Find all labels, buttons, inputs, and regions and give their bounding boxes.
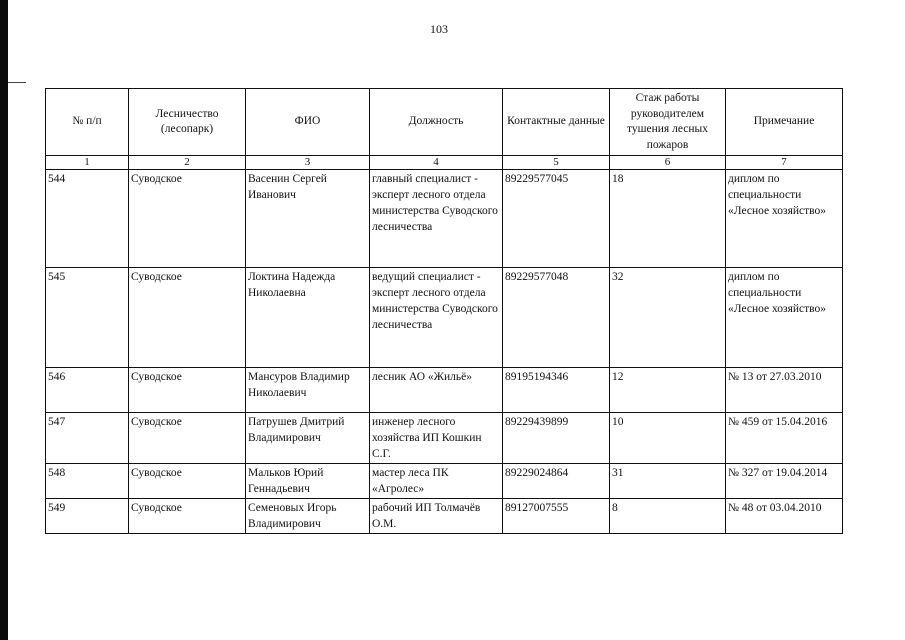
column-number-row <box>46 156 843 170</box>
column-number: 4 <box>370 156 503 170</box>
column-number: 2 <box>129 156 246 170</box>
staff-table <box>45 88 843 534</box>
position-cell: ведущий специалист - эксперт лесного отдела министерства Суводского лесничества <box>370 268 503 368</box>
name-cell: Локтина Надежда Николаевна <box>246 268 370 368</box>
table-row <box>46 464 843 499</box>
position-cell: рабочий ИП Толмачёв О.М. <box>370 499 503 534</box>
note-cell: № 459 от 15.04.2016 <box>726 413 843 464</box>
row-number-cell: 547 <box>46 413 129 464</box>
page-number: 103 <box>430 22 448 36</box>
name-cell: Васенин Сергей Иванович <box>246 170 370 268</box>
header-row <box>46 89 843 156</box>
column-number: 3 <box>246 156 370 170</box>
table-row <box>46 268 843 368</box>
phone-cell: 89229024864 <box>503 464 610 499</box>
experience-cell: 32 <box>610 268 726 368</box>
note-cell: № 48 от 03.04.2010 <box>726 499 843 534</box>
name-cell: Патрушев Дмитрий Владимирович <box>246 413 370 464</box>
header-position: Должность <box>370 89 503 156</box>
column-number: 5 <box>503 156 610 170</box>
name-cell: Мальков Юрий Геннадьевич <box>246 464 370 499</box>
forestry-cell: Суводское <box>129 170 246 268</box>
position-cell: мастер леса ПК «Агролес» <box>370 464 503 499</box>
column-number: 6 <box>610 156 726 170</box>
forestry-cell: Суводское <box>129 268 246 368</box>
forestry-cell: Суводское <box>129 368 246 413</box>
header-note: Примечание <box>726 89 843 156</box>
name-cell: Семеновых Игорь Владимирович <box>246 499 370 534</box>
experience-cell: 18 <box>610 170 726 268</box>
table-row <box>46 368 843 413</box>
note-cell: диплом по специальности «Лесное хозяйство» <box>726 268 843 368</box>
experience-cell: 8 <box>610 499 726 534</box>
note-cell: № 13 от 27.03.2010 <box>726 368 843 413</box>
position-cell: лесник АО «Жильё» <box>370 368 503 413</box>
header-experience: Стаж работы руководителем тушения лесных пожаров <box>610 89 726 156</box>
forestry-cell: Суводское <box>129 413 246 464</box>
table-row <box>46 170 843 268</box>
header-forestry: Лесничество (лесопарк) <box>129 89 246 156</box>
row-number-cell: 544 <box>46 170 129 268</box>
experience-cell: 10 <box>610 413 726 464</box>
header-name: ФИО <box>246 89 370 156</box>
row-number-cell: 548 <box>46 464 129 499</box>
scan-edge-bar <box>0 0 8 640</box>
phone-cell: 89229577045 <box>503 170 610 268</box>
note-cell: № 327 от 19.04.2014 <box>726 464 843 499</box>
phone-cell: 89229439899 <box>503 413 610 464</box>
row-number-cell: 545 <box>46 268 129 368</box>
scan-mark <box>8 82 26 83</box>
position-cell: инженер лесного хозяйства ИП Кошкин С.Г. <box>370 413 503 464</box>
column-number: 1 <box>46 156 129 170</box>
phone-cell: 89229577048 <box>503 268 610 368</box>
forestry-cell: Суводское <box>129 499 246 534</box>
note-cell: диплом по специальности «Лесное хозяйство» <box>726 170 843 268</box>
phone-cell: 89127007555 <box>503 499 610 534</box>
position-cell: главный специалист - эксперт лесного отдела министерства Суводского лесничества <box>370 170 503 268</box>
header-number: № п/п <box>46 89 129 156</box>
header-contacts: Контактные данные <box>503 89 610 156</box>
experience-cell: 12 <box>610 368 726 413</box>
phone-cell: 89195194346 <box>503 368 610 413</box>
table-row <box>46 499 843 534</box>
name-cell: Мансуров Владимир Николаевич <box>246 368 370 413</box>
row-number-cell: 546 <box>46 368 129 413</box>
experience-cell: 31 <box>610 464 726 499</box>
row-number-cell: 549 <box>46 499 129 534</box>
table-row <box>46 413 843 464</box>
forestry-cell: Суводское <box>129 464 246 499</box>
column-number: 7 <box>726 156 843 170</box>
